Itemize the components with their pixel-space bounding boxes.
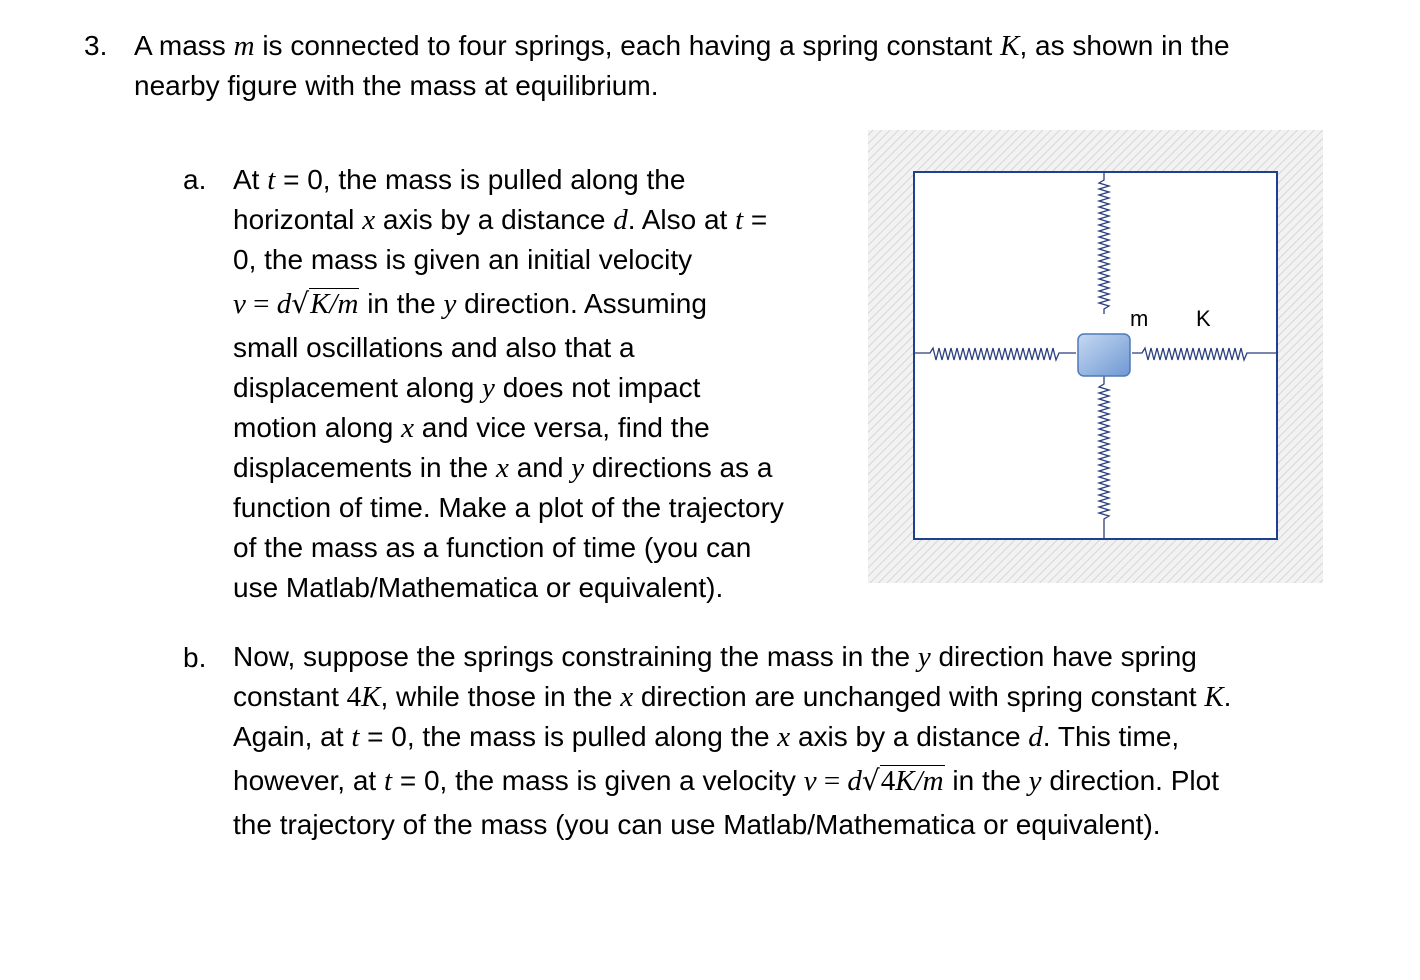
part-a-text: At t = 0, the mass is pulled along the horizontal x axis by a distance d. Also at t = 0, the mass is given an initial velocity v = d√K/m in the y direction. Assuming small oscillations and also that a displacement along y does not impact motion along x and vice versa, find the displacements in the x and y directions as a function of time. Make a plot of the trajectory of the mass as a function of time (you can use Matlab/Mathematica or equivalent). (233, 164, 784, 603)
label-m: m (1130, 306, 1149, 331)
velocity-formula-a: v = d√K/m in the y direction. Assuming (233, 287, 707, 320)
label-K: K (1196, 306, 1211, 331)
part-b-label: b. (183, 642, 207, 673)
part-a-label: a. (183, 164, 207, 195)
velocity-formula-b: however, at t = 0, the mass is given a velocity v = d√4K/m in the y direction. Plot (233, 764, 1219, 797)
spring-mass-figure (866, 128, 1324, 586)
question-stem: A mass m is connected to four springs, each having a spring constant K, as shown in the nearby figure with the mass at equilibrium. (134, 30, 1230, 101)
part-b-text: Now, suppose the springs constraining the mass in the y direction have spring constant 4K, while those in the x direction are unchanged with spring constant K. Again, at t = 0, the mass is pulled along the x axis by a distance d. This time, however, at t = 0, the mass is given a velocity v = d√4K/m in the y direction. Plot the trajectory of the mass (you can use Matlab/Mathematica or equivalent). (233, 641, 1232, 840)
mass-block (1078, 334, 1130, 376)
question-number: 3. (84, 30, 108, 61)
